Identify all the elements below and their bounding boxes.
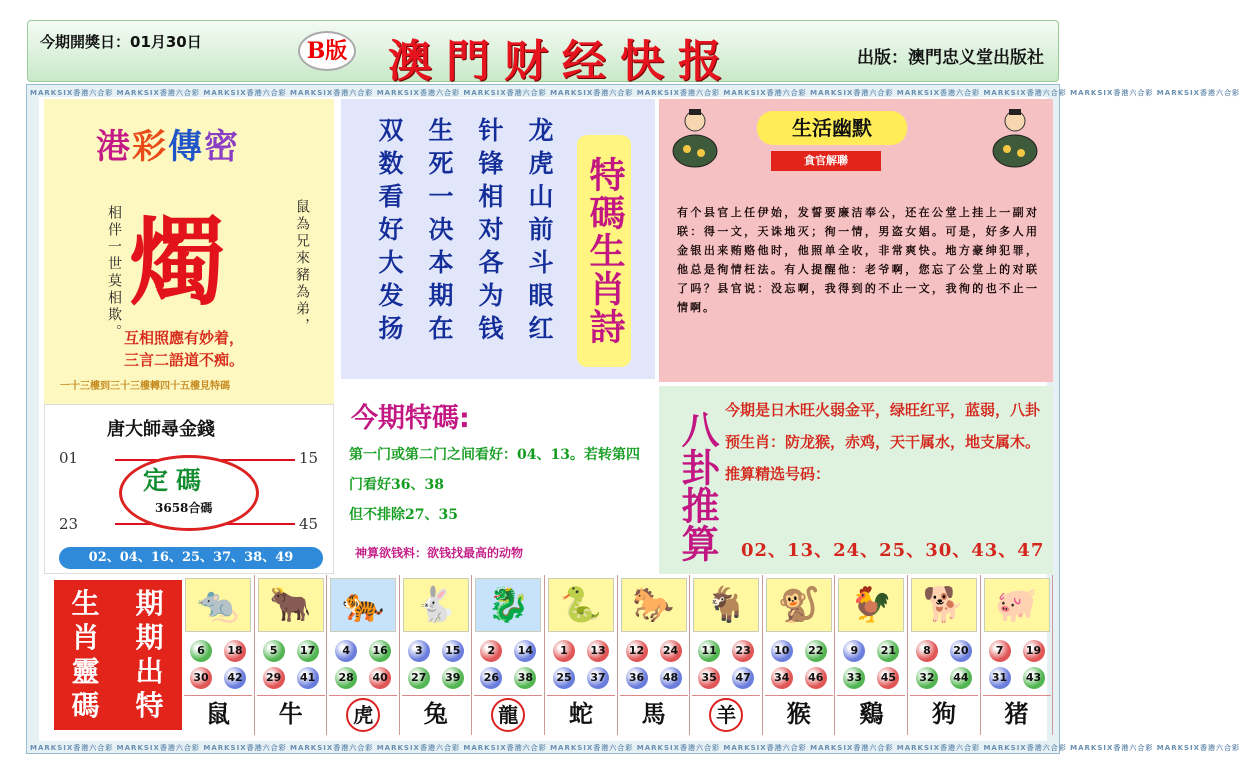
number-ball: 46 [805, 667, 827, 689]
label-char: 期 [135, 587, 165, 620]
publisher: 出版：澳門忠义堂出版社 [857, 48, 1044, 68]
zodiac-animal-icon: 🐒 [766, 578, 832, 632]
big-character: 燭 [129, 206, 225, 319]
zodiac-balls [547, 637, 615, 691]
number-ball: 38 [514, 667, 536, 689]
number-ball: 43 [1023, 667, 1045, 689]
number-ball: 20 [950, 640, 972, 662]
number-ball: 9 [843, 640, 865, 662]
secret-title [96, 119, 240, 168]
number-ball: 29 [263, 667, 285, 689]
zodiac-column [545, 575, 618, 735]
number-ball: 34 [771, 667, 793, 689]
zodiac-balls [329, 637, 397, 691]
number-ball: 25 [553, 667, 575, 689]
number-ball: 32 [916, 667, 938, 689]
right-vertical-text: 鼠為兄來豬為弟， [294, 199, 310, 335]
poem-column: 双数看好大发扬 [375, 117, 404, 348]
number-label: 23 [59, 515, 79, 533]
number-ball: 6 [190, 640, 212, 662]
number-ball: 24 [660, 640, 682, 662]
number-ball: 47 [732, 667, 754, 689]
secret-poem [124, 327, 244, 371]
humor-panel [659, 99, 1053, 382]
number-label: 15 [299, 449, 319, 467]
label-char: 肖 [71, 621, 101, 654]
zodiac-name [547, 695, 615, 731]
number-ball: 21 [877, 640, 899, 662]
edition-badge: B版 [298, 31, 356, 71]
zodiac-name [837, 695, 905, 731]
number-ball: 35 [698, 667, 720, 689]
numbers-bar: 02、04、16、25、37、38、49 [59, 547, 323, 569]
poem-column: 针锋相对各为钱 [475, 117, 504, 348]
zodiac-balls [983, 637, 1051, 691]
zodiac-animal-icon: 🐀 [185, 578, 251, 632]
zodiac-column [327, 575, 400, 735]
secret-footer: 一十三樓到三十三樓轉四十五樓見特碼 [60, 381, 230, 392]
poem-column: 龙虎山前斗眼红 [525, 117, 554, 348]
number-ball: 37 [587, 667, 609, 689]
zodiac-name-text: 虎 [346, 698, 380, 732]
mascot-left-icon [669, 107, 721, 169]
zodiac-animal-icon: 🐇 [403, 578, 469, 632]
number-ball: 18 [224, 640, 246, 662]
zodiac-column [835, 575, 908, 735]
number-ball: 14 [514, 640, 536, 662]
zodiac-columns [182, 575, 1054, 735]
zodiac-column [182, 575, 255, 735]
number-ball: 41 [297, 667, 319, 689]
number-ball: 30 [190, 667, 212, 689]
number-ball: 39 [442, 667, 464, 689]
zodiac-name-text: 狗 [931, 699, 956, 728]
zodiac-name-text: 鷄 [859, 699, 884, 728]
label-char: 特 [135, 689, 165, 722]
label-char: 出 [135, 655, 165, 688]
number-ball: 5 [263, 640, 285, 662]
zodiac-name [692, 695, 760, 731]
zodiac-name [910, 695, 978, 731]
number-ball: 10 [771, 640, 793, 662]
zodiac-column [690, 575, 763, 735]
zodiac-name [257, 695, 325, 731]
number-ball: 48 [660, 667, 682, 689]
number-label: 45 [299, 515, 319, 533]
zodiac-name [474, 695, 542, 731]
title-char: 彩 [132, 127, 168, 167]
zodiac-column [472, 575, 545, 735]
number-ball: 3 [408, 640, 430, 662]
special-footer: 神算欲钱料：欲钱找最高的动物 [355, 546, 524, 560]
label-char: 生 [71, 587, 101, 620]
gold-panel [44, 404, 334, 574]
number-ball: 11 [698, 640, 720, 662]
number-ball: 4 [335, 640, 357, 662]
special-line: 第一门或第二门之间看好：04、13。若转第四门看好36、38 [349, 447, 640, 493]
label-char: 靈 [71, 655, 101, 688]
poem-tag: 特碼生肖詩 [577, 135, 631, 367]
zodiac-name [329, 695, 397, 731]
poem-grid [371, 117, 557, 348]
zodiac-animal-icon: 🐍 [548, 578, 614, 632]
zodiac-balls [765, 637, 833, 691]
zodiac-animal-icon: 🐕 [911, 578, 977, 632]
zodiac-animal-icon: 🐐 [693, 578, 759, 632]
title-char: 港 [96, 127, 132, 167]
center-sub: 3658合碼 [155, 501, 213, 515]
title-char: 傳 [168, 127, 204, 167]
number-ball: 36 [626, 667, 648, 689]
page-title: 澳門财经快报 [388, 36, 736, 87]
zodiac-column [618, 575, 691, 735]
mascot-right-icon [989, 107, 1041, 169]
zodiac-balls [474, 637, 542, 691]
number-ball: 1 [553, 640, 575, 662]
zodiac-name [184, 695, 252, 731]
zodiac-name [620, 695, 688, 731]
zodiac-column [255, 575, 328, 735]
gold-title: 唐大師尋金錢 [107, 419, 215, 440]
label-char: 期 [135, 621, 165, 654]
number-ball: 2 [480, 640, 502, 662]
label-char: 碼 [71, 689, 101, 722]
secret-panel [44, 99, 334, 404]
special-title: 今期特碼: [351, 403, 470, 434]
bagua-panel [659, 386, 1053, 574]
humor-subtitle: 貪官解聯 [771, 151, 881, 171]
zodiac-column [981, 575, 1054, 735]
zodiac-balls [402, 637, 470, 691]
zodiac-animal-icon: 🐅 [330, 578, 396, 632]
number-ball: 42 [224, 667, 246, 689]
number-ball: 16 [369, 640, 391, 662]
zodiac-column [763, 575, 836, 735]
zodiac-animal-icon: 🐖 [984, 578, 1050, 632]
zodiac-animal-icon: 🐎 [621, 578, 687, 632]
header-bar [27, 20, 1059, 87]
left-vertical-text: 相伴一世莫相欺。 [106, 205, 122, 341]
poem-line: 三言二語道不痴。 [124, 351, 245, 369]
zodiac-balls [837, 637, 905, 691]
zodiac-column [400, 575, 473, 735]
zodiac-label-block [54, 580, 182, 730]
humor-banner: 生活幽默 [757, 111, 907, 145]
zodiac-name-text: 羊 [709, 698, 743, 732]
number-ball: 22 [805, 640, 827, 662]
number-ball: 13 [587, 640, 609, 662]
number-ball: 45 [877, 667, 899, 689]
number-ball: 12 [626, 640, 648, 662]
ticker-top: MARKSIX香港六合彩 MARKSIX香港六合彩 MARKSIX香港六合彩 MARKSIX香港六合彩 MARKSIX香港六合彩 MARKSIX香港六合彩 MARKSIX香港六合彩 MARKSIX香港六合彩 MARKSIX香港六合彩 MARKSIX香港六合彩 MARKSIX香港六合彩 MARKSIX香港六合彩 MARKSIX香港六合彩 MARKSIX香港六合彩 [30, 89, 1240, 97]
draw-date: 今期開獎日：01月30日 [40, 33, 202, 51]
ticker-bottom: MARKSIX香港六合彩 MARKSIX香港六合彩 MARKSIX香港六合彩 MARKSIX香港六合彩 MARKSIX香港六合彩 MARKSIX香港六合彩 MARKSIX香港六合彩 MARKSIX香港六合彩 MARKSIX香港六合彩 MARKSIX香港六合彩 MARKSIX香港六合彩 MARKSIX香港六合彩 MARKSIX香港六合彩 MARKSIX香港六合彩 [30, 744, 1240, 752]
bagua-body: 今期是日木旺火弱金平，绿旺红平，蓝弱，八卦预生肖：防龙猴，赤鸡，天干属水，地支属木。推算精选号码： [725, 401, 1041, 483]
poem-panel [341, 99, 655, 379]
zodiac-balls [257, 637, 325, 691]
bagua-tag: 八卦推算 [675, 410, 719, 562]
zodiac-column [908, 575, 981, 735]
zodiac-name-text: 猪 [1004, 699, 1029, 728]
number-ball: 40 [369, 667, 391, 689]
number-ball: 15 [442, 640, 464, 662]
zodiac-animal-icon: 🐂 [258, 578, 324, 632]
bagua-numbers: 02、13、24、25、30、43、47 [741, 540, 1045, 561]
number-ball: 23 [732, 640, 754, 662]
number-ball: 33 [843, 667, 865, 689]
title-char: 密 [204, 127, 240, 167]
special-panel [341, 384, 655, 574]
humor-body: 有个县官上任伊始，发誓要廉洁奉公，还在公堂上挂上一副对联：得一文，天诛地灭；徇一情，男盗女娼。可是，好多人用金银出来贿赂他时，他照单全收，非常爽快。地方豪绅犯罪，他总是徇情枉法。有人提醒他：老爷啊，您忘了公堂上的对联了吗？县官说：没忘啊，我得到的不止一文，我徇的也不止一情啊。 [677, 206, 1039, 314]
number-ball: 28 [335, 667, 357, 689]
center-label: 定碼 [143, 466, 210, 495]
zodiac-balls [184, 637, 252, 691]
number-label: 01 [59, 449, 79, 467]
zodiac-name-text: 馬 [641, 699, 666, 728]
zodiac-name-text: 牛 [278, 699, 303, 728]
number-ball: 19 [1023, 640, 1045, 662]
special-line: 但不排除27、35 [349, 507, 458, 523]
zodiac-name-text: 龍 [491, 698, 525, 732]
zodiac-name-text: 鼠 [206, 699, 230, 728]
zodiac-animal-icon: 🐓 [838, 578, 904, 632]
zodiac-table [44, 575, 1054, 735]
zodiac-name-text: 猴 [786, 699, 811, 728]
zodiac-name [402, 695, 470, 731]
poem-column: 生死一决本期在 [425, 117, 454, 348]
poem-line: 互相照應有妙着， [124, 329, 245, 347]
number-ball: 17 [297, 640, 319, 662]
zodiac-name [765, 695, 833, 731]
zodiac-animal-icon: 🐉 [475, 578, 541, 632]
zodiac-name-text: 蛇 [568, 699, 593, 728]
number-ball: 27 [408, 667, 430, 689]
zodiac-name [983, 695, 1051, 731]
number-ball: 44 [950, 667, 972, 689]
special-body [349, 440, 649, 530]
number-ball: 7 [989, 640, 1011, 662]
number-ball: 26 [480, 667, 502, 689]
number-ball: 31 [989, 667, 1011, 689]
zodiac-balls [910, 637, 978, 691]
zodiac-name-text: 兔 [423, 699, 448, 728]
number-ball: 8 [916, 640, 938, 662]
zodiac-balls [620, 637, 688, 691]
zodiac-balls [692, 637, 760, 691]
